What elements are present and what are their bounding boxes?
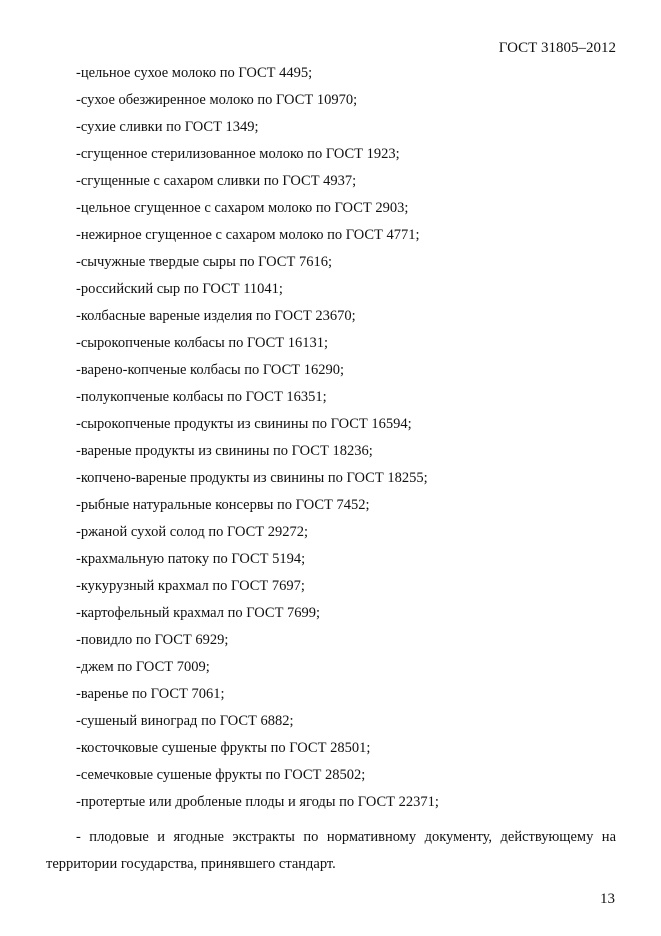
list-item: -ржаной сухой солод по ГОСТ 29272; — [76, 524, 309, 540]
requirements-list — [76, 60, 439, 816]
list-item: -полукопченые колбасы по ГОСТ 16351; — [76, 389, 327, 405]
page-number: 13 — [600, 891, 615, 907]
list-item: -российский сыр по ГОСТ 11041; — [76, 281, 283, 297]
list-item: -сычужные твердые сыры по ГОСТ 7616; — [76, 254, 332, 270]
document-header: ГОСТ 31805–2012 — [498, 40, 616, 56]
list-item: -сухие сливки по ГОСТ 1349; — [76, 119, 259, 135]
list-item: -нежирное сгущенное с сахаром молоко по ГОСТ 4771; — [76, 227, 420, 243]
list-item: -варенье по ГОСТ 7061; — [76, 686, 225, 702]
list-item: -сырокопченые продукты из свинины по ГОСТ 16594; — [76, 416, 412, 432]
list-item: -сырокопченые колбасы по ГОСТ 16131; — [76, 335, 329, 351]
list-item: -сушеный виноград по ГОСТ 6882; — [76, 713, 294, 729]
list-item: -косточковые сушеные фрукты по ГОСТ 28501; — [76, 740, 371, 756]
final-paragraph: - плодовые и ягодные экстракты по нормативному документу, действующему на территории государства, принявшего стандарт. — [46, 829, 616, 872]
list-item: -повидло по ГОСТ 6929; — [76, 632, 229, 648]
list-item: -рыбные натуральные консервы по ГОСТ 7452; — [76, 497, 370, 513]
list-item: -цельное сгущенное с сахаром молоко по ГОСТ 2903; — [76, 200, 409, 216]
list-item: -колбасные вареные изделия по ГОСТ 23670; — [76, 308, 356, 324]
list-item: -цельное сухое молоко по ГОСТ 4495; — [76, 65, 313, 81]
list-item: -кукурузный крахмал по ГОСТ 7697; — [76, 578, 305, 594]
list-item: -картофельный крахмал по ГОСТ 7699; — [76, 605, 321, 621]
list-item: -копчено-вареные продукты из свинины по ГОСТ 18255; — [76, 470, 428, 486]
list-item: -семечковые сушеные фрукты по ГОСТ 28502; — [76, 767, 366, 783]
list-item: -сгущенные с сахаром сливки по ГОСТ 4937; — [76, 173, 357, 189]
list-item: -джем по ГОСТ 7009; — [76, 659, 210, 675]
list-item: -крахмальную патоку по ГОСТ 5194; — [76, 551, 306, 567]
list-item: -сгущенное стерилизованное молоко по ГОСТ 1923; — [76, 146, 400, 162]
list-item: -вареные продукты из свинины по ГОСТ 18236; — [76, 443, 373, 459]
list-item: -сухое обезжиренное молоко по ГОСТ 10970; — [76, 92, 358, 108]
list-item: -варено-копченые колбасы по ГОСТ 16290; — [76, 362, 345, 378]
list-item: -протертые или дробленые плоды и ягоды по ГОСТ 22371; — [76, 794, 439, 810]
